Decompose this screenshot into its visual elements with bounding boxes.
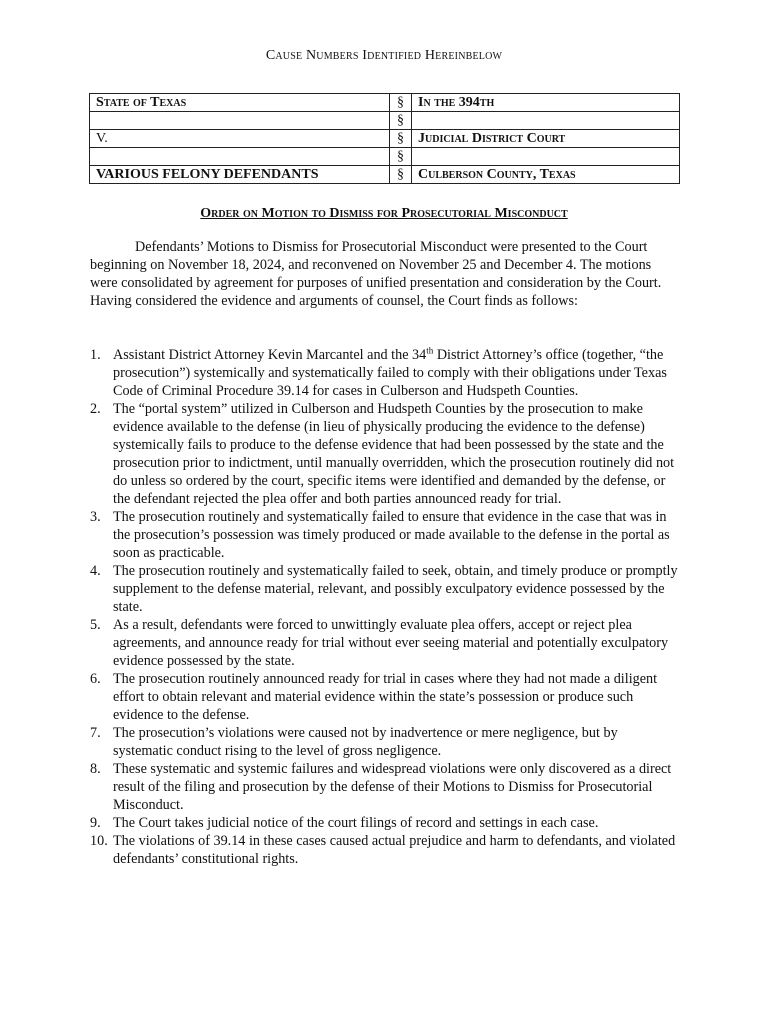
finding-item — [90, 760, 680, 814]
style-row — [90, 166, 680, 184]
finding-number: 7. — [90, 725, 101, 741]
finding-text: These systematic and systemic failures and widespread violations were only discovered as a direct result of the filing and prosecution by the defense of their Motions to Dismiss for Prosecutorial Misconduct. — [113, 761, 672, 813]
style-right-cell: Culberson County, Texas — [412, 166, 680, 184]
finding-number: 5. — [90, 617, 101, 633]
finding-number: 6. — [90, 671, 101, 687]
finding-text: The “portal system” utilized in Culberson and Hudspeth Counties by the prosecution to make evidence available to the defense (in lieu of physically producing the evidence to the defense) systemically fails to produce to the defense evidence that had been possessed by the state and the prosecution prior to indictment, until manually overridden, which the prosecution routinely did not do unless so ordered by the court, specific items were identified and demanded by the defense, or the defendant rejected the plea offer and both parties announced ready for trial. — [113, 401, 675, 507]
cause-numbers-caption: Cause Numbers Identified Hereinbelow — [265, 48, 503, 63]
finding-number: 1. — [90, 347, 101, 363]
case-style-table — [89, 93, 680, 184]
section-symbol: § — [390, 166, 412, 184]
finding-number: 4. — [90, 563, 101, 579]
finding-number: 9. — [90, 815, 101, 831]
finding-text: The Court takes judicial notice of the court filings of record and settings in each case. — [113, 815, 599, 831]
finding-item — [90, 814, 680, 832]
ordinal-suffix: th — [426, 345, 434, 356]
section-symbol: § — [390, 130, 412, 148]
finding-text: The prosecution routinely and systematically failed to seek, obtain, and timely produce or promptly supplement to the defense material, relevant, and possibly exculpatory evidence possessed by the state. — [113, 563, 678, 615]
finding-text: The prosecution routinely and systematically failed to ensure that evidence in the case that was in the prosecution’s possession was timely produced or made available to the defense in the portal as soon as practicable. — [113, 509, 670, 561]
style-right-cell: In the 394th — [412, 94, 680, 112]
style-row — [90, 148, 680, 166]
finding-text-cont: District Attorney’s office (together, “the prosecution”) systemically and systematically failed to comply with their obligations under Texas Code of Criminal Procedure 39.14 for cases in Culberson and Hudspeth Counties. — [113, 347, 667, 399]
section-symbol: § — [390, 112, 412, 130]
finding-number: 10. — [90, 833, 108, 849]
style-left-cell — [90, 112, 390, 130]
style-right-cell — [412, 112, 680, 130]
style-right-cell: Judicial District Court — [412, 130, 680, 148]
finding-text: The violations of 39.14 in these cases caused actual prejudice and harm to defendants, and violated defendants’ constitutional rights. — [113, 833, 676, 867]
finding-item — [90, 508, 680, 562]
finding-number: 8. — [90, 761, 101, 777]
style-left-cell: State of Texas — [90, 94, 390, 112]
style-right-cell — [412, 148, 680, 166]
intro-paragraph: Defendants’ Motions to Dismiss for Prosecutorial Misconduct were presented to the Court beginning on November 18, 2024, and reconvened on November 25 and December 4. The motions were consolidated by agreement for purposes of unified presentation and consideration by the Court. Having considered the evidence and arguments of counsel, the Court finds as follows: — [90, 239, 662, 309]
finding-item — [90, 670, 680, 724]
finding-item — [90, 616, 680, 670]
style-left-cell: VARIOUS FELONY DEFENDANTS — [90, 166, 390, 184]
finding-item — [90, 724, 680, 760]
findings-list — [90, 346, 680, 868]
order-title: Order on Motion to Dismiss for Prosecutorial Misconduct — [200, 206, 568, 221]
finding-text: The prosecution routinely announced ready for trial in cases where they had not made a diligent effort to obtain relevant and material evidence within the state’s possession or produce such evidence to the defense. — [113, 671, 658, 723]
finding-number: 3. — [90, 509, 101, 525]
finding-item — [90, 562, 680, 616]
section-symbol: § — [390, 94, 412, 112]
style-left-cell — [90, 148, 390, 166]
style-row — [90, 130, 680, 148]
finding-item — [90, 400, 680, 508]
style-row — [90, 94, 680, 112]
finding-text: As a result, defendants were forced to unwittingly evaluate plea offers, accept or reject plea agreements, and announce ready for trial without ever seeing material and potentially exculpatory evidence possessed by the state. — [113, 617, 669, 669]
style-row — [90, 112, 680, 130]
finding-text: The prosecution’s violations were caused not by inadvertence or mere negligence, but by systematic conduct rising to the level of gross negligence. — [113, 725, 618, 759]
finding-text: Assistant District Attorney Kevin Marcantel and the 34 — [113, 347, 427, 363]
section-symbol: § — [390, 148, 412, 166]
finding-item — [90, 346, 680, 400]
finding-number: 2. — [90, 401, 101, 417]
style-left-cell: V. — [90, 130, 390, 148]
finding-item — [90, 832, 680, 868]
